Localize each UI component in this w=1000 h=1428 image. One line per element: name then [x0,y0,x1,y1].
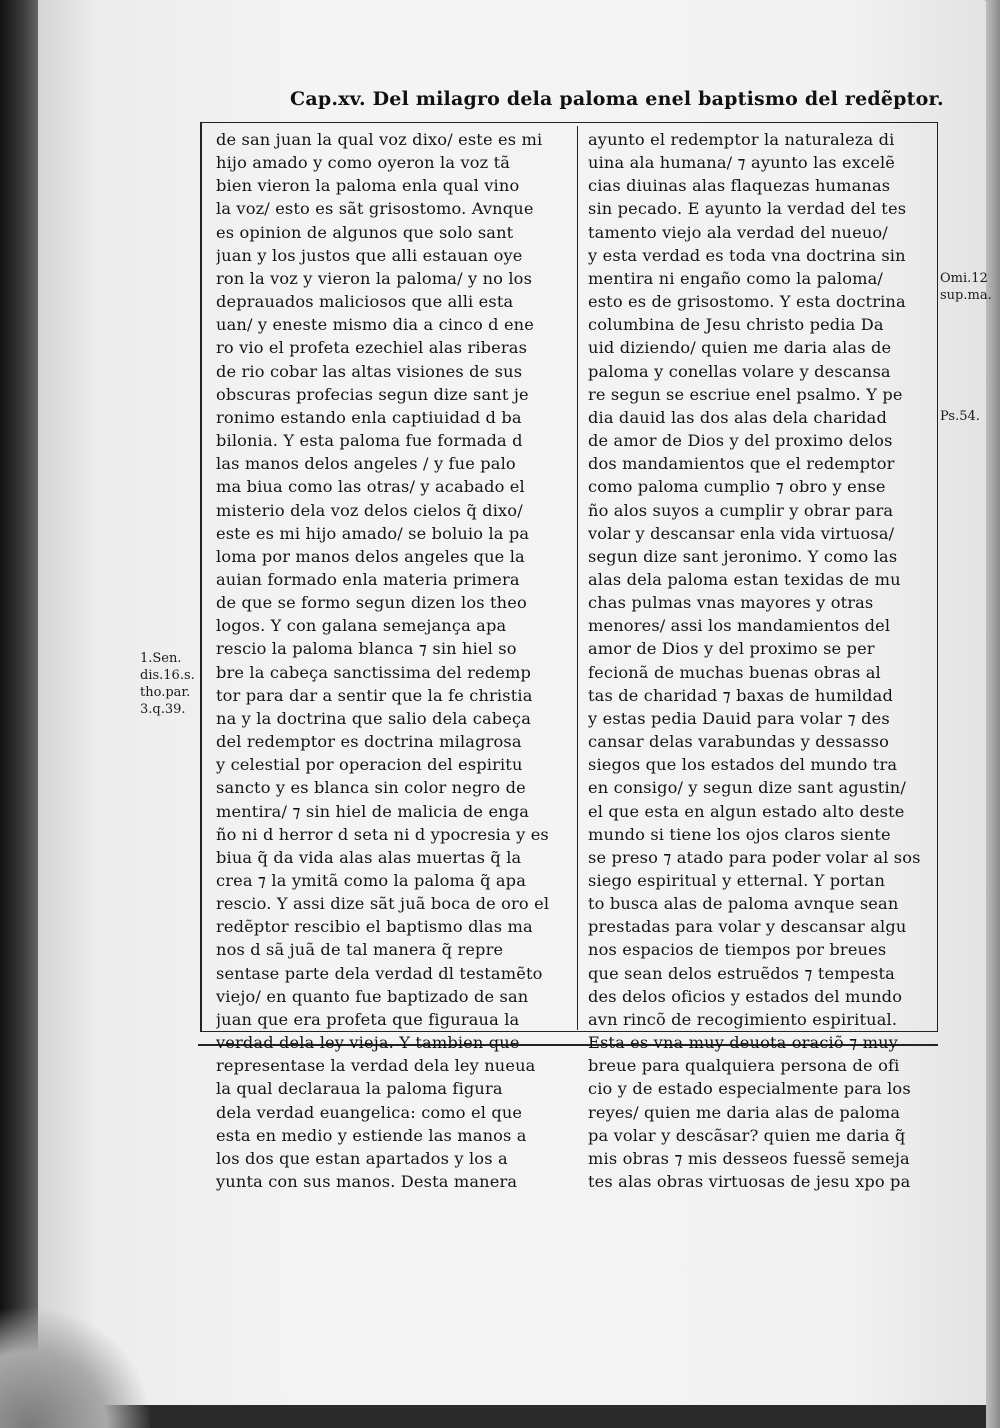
text-line: y celestial por operacion del espiritu [216,755,523,775]
text-line: las manos delos angeles / y fue palo [216,454,516,474]
text-line: que sean delos estruẽdos ⁊ tempesta [588,963,895,983]
text-line: la qual declaraua la paloma figura [216,1079,503,1099]
text-line: mis obras ⁊ mis desseos fuessẽ semeja [588,1148,910,1168]
text-line: columbina de Jesu christo pedia Da [588,315,884,335]
page-edge [986,0,1000,1428]
margin-note-line: Omi.12 [940,271,988,286]
text-line: na y la doctrina que salio dela cabeça [216,708,532,728]
text-line: de san juan la qual voz dixo/ este es mi [216,130,543,149]
text-line: uan/ y eneste mismo dia a cinco d ene [216,315,534,335]
text-line: tor para dar a sentir que la fe christia [216,685,533,705]
text-line: cio y de estado especialmente para los [588,1079,911,1099]
text-line: ron la voz y vieron la paloma/ y no los [216,268,533,288]
text-line: yunta con sus manos. Desta manera [216,1172,518,1192]
text-line: pa volar y descãsar? quien me daria q̃ [588,1125,906,1145]
right-column [588,128,933,1193]
text-line: ayunto el redemptor la naturaleza di [588,130,895,149]
text-line: el que esta en algun estado alto deste [588,801,905,821]
text-line: siegos que los estados del mundo tra [588,755,898,775]
text-line: crea ⁊ la ymitã como la paloma q̃ apa [216,871,526,890]
text-line: ño alos suyos a cumplir y obrar para [588,500,894,520]
text-line: tes alas obras virtuosas de jesu xpo pa [588,1172,911,1192]
text-line: y estas pedia Dauid para volar ⁊ des [588,708,890,728]
text-line: Esta es vna muy deuota oraciõ ⁊ muy [588,1033,898,1053]
text-line: dela verdad euangelica: como el que [216,1102,523,1122]
text-line: sin pecado. E ayunto la verdad del tes [588,199,907,219]
text-line: avn rincõ de recogimiento espiritual. [588,1009,898,1029]
text-line: este es mi hijo amado/ se boluio la pa [216,523,530,543]
margin-note-line: tho.par. [140,685,191,700]
text-line: paloma y conellas volare y descansa [588,361,891,381]
margin-note-line: 1.Sen. [140,651,182,666]
text-line: viejo/ en quanto fue baptizado de san [216,986,529,1006]
text-line: fecionã de muchas buenas obras al [588,662,881,682]
text-line: breue para qualquiera persona de ofi [588,1056,900,1076]
text-line: dia dauid las dos alas dela charidad [588,407,887,427]
text-line: hijo amado y como oyeron la voz tã [216,153,511,173]
text-line: nos espacios de tiempos por breues [588,940,887,960]
text-line: la voz/ esto es sãt grisostomo. Avnque [216,199,534,219]
text-line: rescio la paloma blanca ⁊ sin hiel so [216,639,517,659]
text-line: representase la verdad dela ley nueua [216,1056,536,1076]
margin-note-line: dis.16.s. [140,668,195,683]
text-line: obscuras profecias segun dize sant je [216,384,529,404]
text-line: ma biua como las otras/ y acabado el [216,477,525,497]
text-line: verdad dela ley vieja. Y tambien que [216,1033,520,1053]
text-line: se preso ⁊ atado para poder volar al sos [588,847,921,867]
text-line: amor de Dios y del proximo se per [588,639,875,659]
text-line: reyes/ quien me daria alas de paloma [588,1102,901,1122]
left-column [216,128,572,1193]
text-line: uid diziendo/ quien me daria alas de [588,338,892,358]
text-line: bilonia. Y esta paloma fue formada d [216,431,523,451]
text-line: to busca alas de paloma avnque sean [588,894,899,914]
text-line: alas dela paloma estan texidas de mu [588,569,901,589]
margin-note-right-mid [940,408,980,425]
text-line: dos mandamientos que el redemptor [588,454,895,474]
text-line: des delos oficios y estados del mundo [588,986,903,1006]
text-line: segun dize sant jeronimo. Y como las [588,546,898,566]
text-line: deprauados maliciosos que alli esta [216,292,514,312]
text-line: bien vieron la paloma enla qual vino [216,176,520,196]
text-line: loma por manos delos angeles que la [216,546,525,566]
text-line: siego espiritual y etternal. Y portan [588,871,886,890]
margin-note-line: sup.ma. [940,288,992,303]
text-line: ronimo estando enla captiuidad d ba [216,407,522,427]
text-line: mentira ni engaño como la paloma/ [588,268,884,288]
text-line: esto es de grisostomo. Y esta doctrina [588,292,906,312]
text-line: rescio. Y assi dize sãt juã boca de oro el [216,894,550,914]
text-line: prestadas para volar y descansar algu [588,917,907,937]
text-line: menores/ assi los mandamientos del [588,616,891,636]
text-line: cansar delas varabundas y dessasso [588,732,890,752]
chapter-header: Cap.xv. Del milagro dela paloma enel baptismo del redẽptor. [290,88,944,110]
text-line: de amor de Dios y del proximo delos [588,431,893,451]
text-line: biua q̃ da vida alas alas muertas q̃ la [216,847,522,867]
text-line: redẽptor rescibio el baptismo dlas ma [216,917,533,937]
text-line: sentase parte dela verdad dl testamẽto [216,963,543,983]
text-line: volar y descansar enla vida virtuosa/ [588,523,895,543]
thumb-shadow [0,1308,150,1428]
text-line: y esta verdad es toda vna doctrina sin [588,245,906,265]
text-line: bre la cabeça sanctissima del redemp [216,662,532,682]
text-line: mundo si tiene los ojos claros siente [588,824,891,844]
margin-note-right-top [940,270,992,304]
text-line: es opinion de algunos que solo sant [216,222,514,242]
column-divider [577,126,578,1030]
text-line: uina ala humana/ ⁊ ayunto las excelẽ [588,153,896,173]
text-line: mentira/ ⁊ sin hiel de malicia de enga [216,801,530,821]
text-line: cias diuinas alas flaquezas humanas [588,176,891,196]
text-line: auian formado enla materia primera [216,569,520,589]
text-line: como paloma cumplio ⁊ obro y ense [588,477,886,497]
text-line: esta en medio y estiende las manos a [216,1125,527,1145]
margin-note-line: 3.q.39. [140,702,186,717]
text-line: tamento viejo ala verdad del nueuo/ [588,222,888,242]
text-line: de rio cobar las altas visiones de sus [216,361,523,381]
book-spine [0,0,40,1428]
text-line: ño ni d herror d seta ni d ypocresia y es [216,824,549,844]
text-line: juan y los justos que alli estauan oye [216,245,523,265]
text-line: misterio dela voz delos cielos q̃ dixo/ [216,500,523,520]
text-line: en consigo/ y segun dize sant agustin/ [588,778,906,798]
text-line: los dos que estan apartados y los a [216,1148,508,1168]
text-line: ro vio el profeta ezechiel alas riberas [216,338,528,358]
margin-note-line: Ps.54. [940,409,980,424]
text-line: tas de charidad ⁊ baxas de humildad [588,685,893,705]
text-line: logos. Y con galana semejança apa [216,616,507,636]
text-line: sancto y es blanca sin color negro de [216,778,526,798]
text-line: de que se formo segun dizen los theo [216,593,527,613]
text-line: re segun se escriue enel psalmo. Y pe [588,384,903,404]
text-line: chas pulmas vnas mayores y otras [588,593,874,613]
text-line: nos d sã juã de tal manera q̃ repre [216,940,504,960]
margin-note-left [140,650,195,718]
text-line: juan que era profeta que figuraua la [216,1009,520,1029]
text-line: del redemptor es doctrina milagrosa [216,732,522,752]
